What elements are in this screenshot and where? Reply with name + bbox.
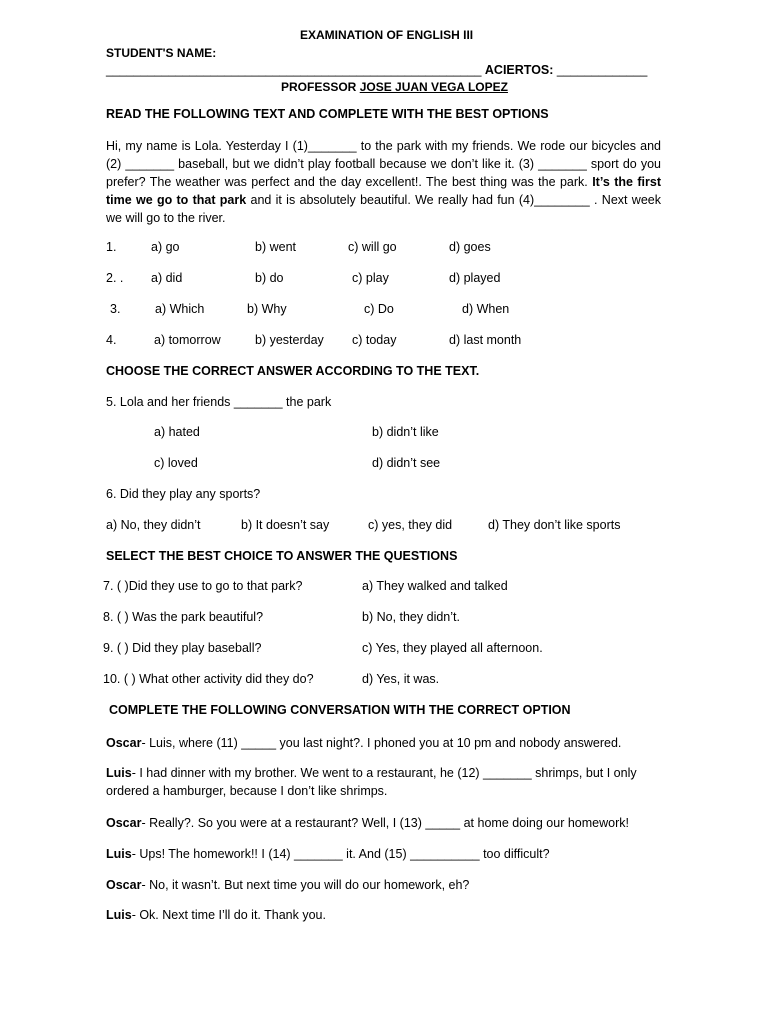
name-blank: ______________________________________________________ [106,63,482,77]
q6-question: 6. Did they play any sports? [106,487,261,501]
matching-answer-b: b) No, they didn’t. [362,610,460,624]
professor-label: PROFESSOR [281,80,357,94]
section2-heading: CHOOSE THE CORRECT ANSWER ACCORDING TO THE TEXT. [106,364,480,378]
q2-option-c: c) play [352,271,389,285]
q3-option-a: a) Which [155,302,205,316]
passage-text-1: Hi, my name is Lola. Yesterday I (1)_______ to the park with my friends. We rode our bicycles and (2) _______ baseball, but we didn’t play football because we don’t like it. (3) _______ sport do you prefer? The weather was perfect and the day excellent!. The best thing was the park. [106,139,661,189]
speaker-oscar: Oscar [106,736,142,750]
q5-question [106,395,331,409]
q5-option-b: b) didn’t like [372,425,439,439]
matching-answer-c: c) Yes, they played all afternoon. [362,641,543,655]
q5-option-d: d) didn’t see [372,456,441,470]
q1-option-b: b) went [255,240,296,254]
dialogue-text: - I had dinner with my brother. We went to a restaurant, he (12) _______ shrimps, but I only ordered a hamburger, because I don’t like shrimps. [106,766,637,798]
aciertos-label: ACIERTOS: [484,63,554,77]
dialogue-text: - Really?. So you were at a restaurant? Well, I (13) _____ at home doing our homework! [141,816,629,830]
dialogue-line-5 [106,876,661,894]
q4-option-b: b) yesterday [255,333,324,347]
q4-option-c: c) today [352,333,397,347]
q5-option-a: a) hated [154,425,200,439]
q2-number: 2. . [106,271,124,285]
q3-option-d: d) When [462,302,510,316]
q6-option-d: d) They don’t like sports [488,518,621,532]
passage-text-2: and it is absolutely beautiful. We really had fun (4)________ . Next week we will go to the river. [106,193,661,225]
matching-question-9: 9. ( ) Did they play baseball? [103,641,262,655]
dialogue-text: - Ups! The homework!! I (14) _______ it. And (15) __________ too difficult? [131,847,550,861]
q1-option-c: c) will go [348,240,397,254]
matching-question-7: 7. ( )Did they use to go to that park? [103,579,303,593]
speaker-luis: Luis [106,847,132,861]
dialogue-line-2 [106,764,661,800]
speaker-oscar: Oscar [106,816,142,830]
speaker-luis: Luis [106,766,132,780]
student-name-line [106,63,647,77]
matching-question-8: 8. ( ) Was the park beautiful? [103,610,264,624]
matching-question-10: 10. ( ) What other activity did they do? [103,672,314,686]
section4-heading: COMPLETE THE FOLLOWING CONVERSATION WITH THE CORRECT OPTION [109,703,571,717]
passage-bold: It’s the first time we go to that park [106,175,661,207]
q2-option-b: b) do [255,271,284,285]
dialogue-line-3 [106,814,661,832]
q3-number: 3. [110,302,121,316]
dialogue-line-6 [106,906,661,924]
professor-line [281,80,508,94]
q6-option-b: b) It doesn’t say [241,518,330,532]
dialogue-line-4 [106,845,661,863]
q3-option-c: c) Do [364,302,394,316]
q1-number: 1. [106,240,117,254]
section1-heading: READ THE FOLLOWING TEXT AND COMPLETE WITH THE BEST OPTIONS [106,107,549,121]
speaker-oscar: Oscar [106,878,142,892]
dialogue-text: - No, it wasn’t. But next time you will do our homework, eh? [141,878,470,892]
q6-option-c: c) yes, they did [368,518,453,532]
q1-option-a: a) go [151,240,180,254]
matching-answer-d: d) Yes, it was. [362,672,440,686]
student-name-label: STUDENT'S NAME: [106,46,217,60]
aciertos-blank: _____________ [556,63,648,77]
matching-answer-a: a) They walked and talked [362,579,508,593]
exam-title: EXAMINATION OF ENGLISH III [300,28,474,42]
reading-passage [106,137,661,227]
dialogue-line-1 [106,734,661,752]
q2-option-a: a) did [151,271,183,285]
q4-option-d: d) last month [449,333,522,347]
dialogue-text: - Ok. Next time I’ll do it. Thank you. [131,908,326,922]
q1-option-d: d) goes [449,240,491,254]
q5-number: 5. [106,395,117,409]
q4-number: 4. [106,333,117,347]
q3-option-b: b) Why [247,302,287,316]
section3-heading: SELECT THE BEST CHOICE TO ANSWER THE QUESTIONS [106,549,458,563]
q5-option-c: c) loved [154,456,198,470]
q4-option-a: a) tomorrow [154,333,221,347]
q2-option-d: d) played [449,271,501,285]
q5-text: Lola and her friends _______ the park [119,395,332,409]
speaker-luis: Luis [106,908,132,922]
dialogue-text: - Luis, where (11) _____ you last night?. I phoned you at 10 pm and nobody answered. [141,736,622,750]
q6-option-a: a) No, they didn’t [106,518,201,532]
professor-name: JOSE JUAN VEGA LOPEZ [359,80,508,94]
